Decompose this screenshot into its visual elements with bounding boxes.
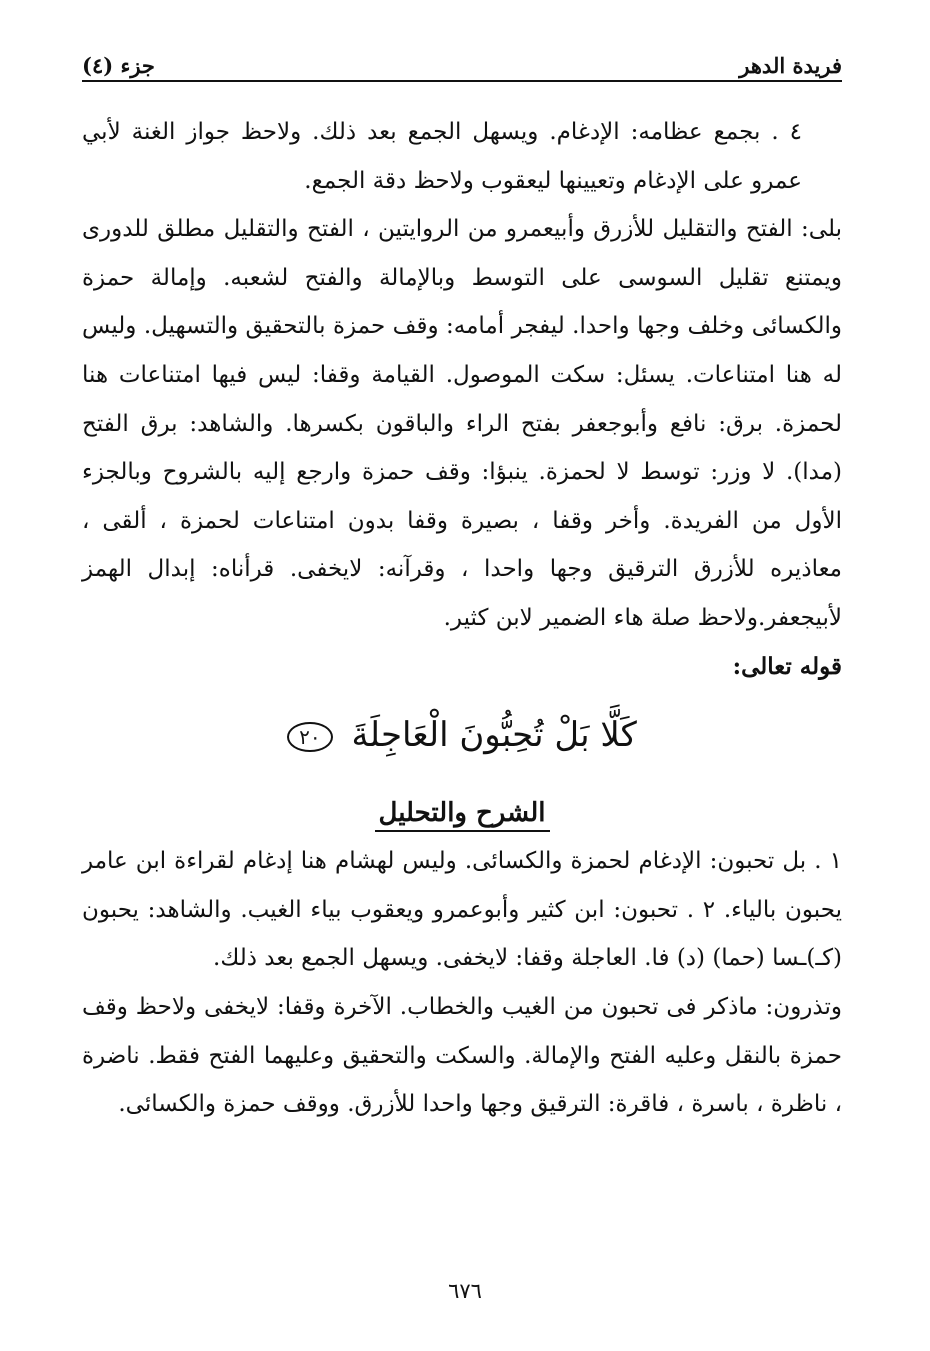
ayah-number-marker: ٢٠ [287,722,332,752]
section-title [82,789,842,837]
paragraph: ٤ . بجمع عظامه: الإدغام. ويسهل الجمع بعد ذلك. ولاحظ جواز الغنة لأبي عمرو على الإدغام وتعيينها ليعقوب ولاحظ دقة الجمع. [82,119,802,194]
verse-intro: قوله تعالى: [732,652,842,680]
header-rule [82,80,842,82]
quran-verse [82,705,842,765]
paragraph: ١ . بل تحبون: الإدغام لحمزة والكسائى. وليس لهشام هنا إدغام لقراءة ابن عامر يحبون بالياء. ٢ . تحبون: ابن كثير وأبوعمرو ويعقوب بياء الغيب. والشاهد: يحبون (كـ)ـسا (حما) (د) فا. العاجلة وقفا: لايخفى. ويسهل الجمع بعد ذلك. [82,848,842,972]
paragraph: وتذرون: ماذكر فى تحبون من الغيب والخطاب. الآخرة وقفا: لايخفى ولاحظ وقف حمزة بالنقل وعليه الفتح والإمالة. والسكت والتحقيق وعليهما الفتح فقط. ناضرة ، ناظرة ، باسرة ، فاقرة: الترقيق وجها واحدا للأزرق. ووقف حمزة والكسائى. [82,993,842,1118]
paragraph: بلى: الفتح والتقليل للأزرق وأبيعمرو من الروايتين ، الفتح والتقليل مطلق للدورى ويمتنع تقليل السوسى على التوسط وبالإمالة والفتح لشعبه. وإمالة حمزة والكسائى وخلف وجها واحدا. ليفجر أمامه: وقف حمزة بالتحقيق والتسهيل. وليس له هنا امتناعات. يسئل: سكت الموصول. القيامة وقفا: ليس فيها امتناعات هنا لحمزة. برق: نافع وأبوجعفر بفتح الراء والباقون بكسرها. والشاهد: برق الفتح (مدا). لا وزر: توسط لا لحمزة. ينبؤا: وقف حمزة وارجع إليه بالشروح وبالجزء الأول من الفريدة. وأخر وقفا ، بصيرة وقفا بدون امتناعات لحمزة ، ألقى ، معاذيره للأزرق الترقيق وجها واحدا ، وقرآنه: لايخفى. قرأناه: إبدال الهمز لأبيجعفر.ولاحظ صلة هاء الضمير لابن كثير. [82,216,842,631]
page-header [82,38,842,78]
main-text [82,108,842,1129]
verse-text: كَلَّا بَلْ تُحِبُّونَ الْعَاجِلَةَ [351,715,637,756]
book-title: فريدة الدهر [739,53,842,78]
part-label: جزء (٤) [82,53,155,78]
page-number: ٦٧٦ [448,1279,482,1303]
section-title-text: الشرح والتحليل [375,798,550,832]
